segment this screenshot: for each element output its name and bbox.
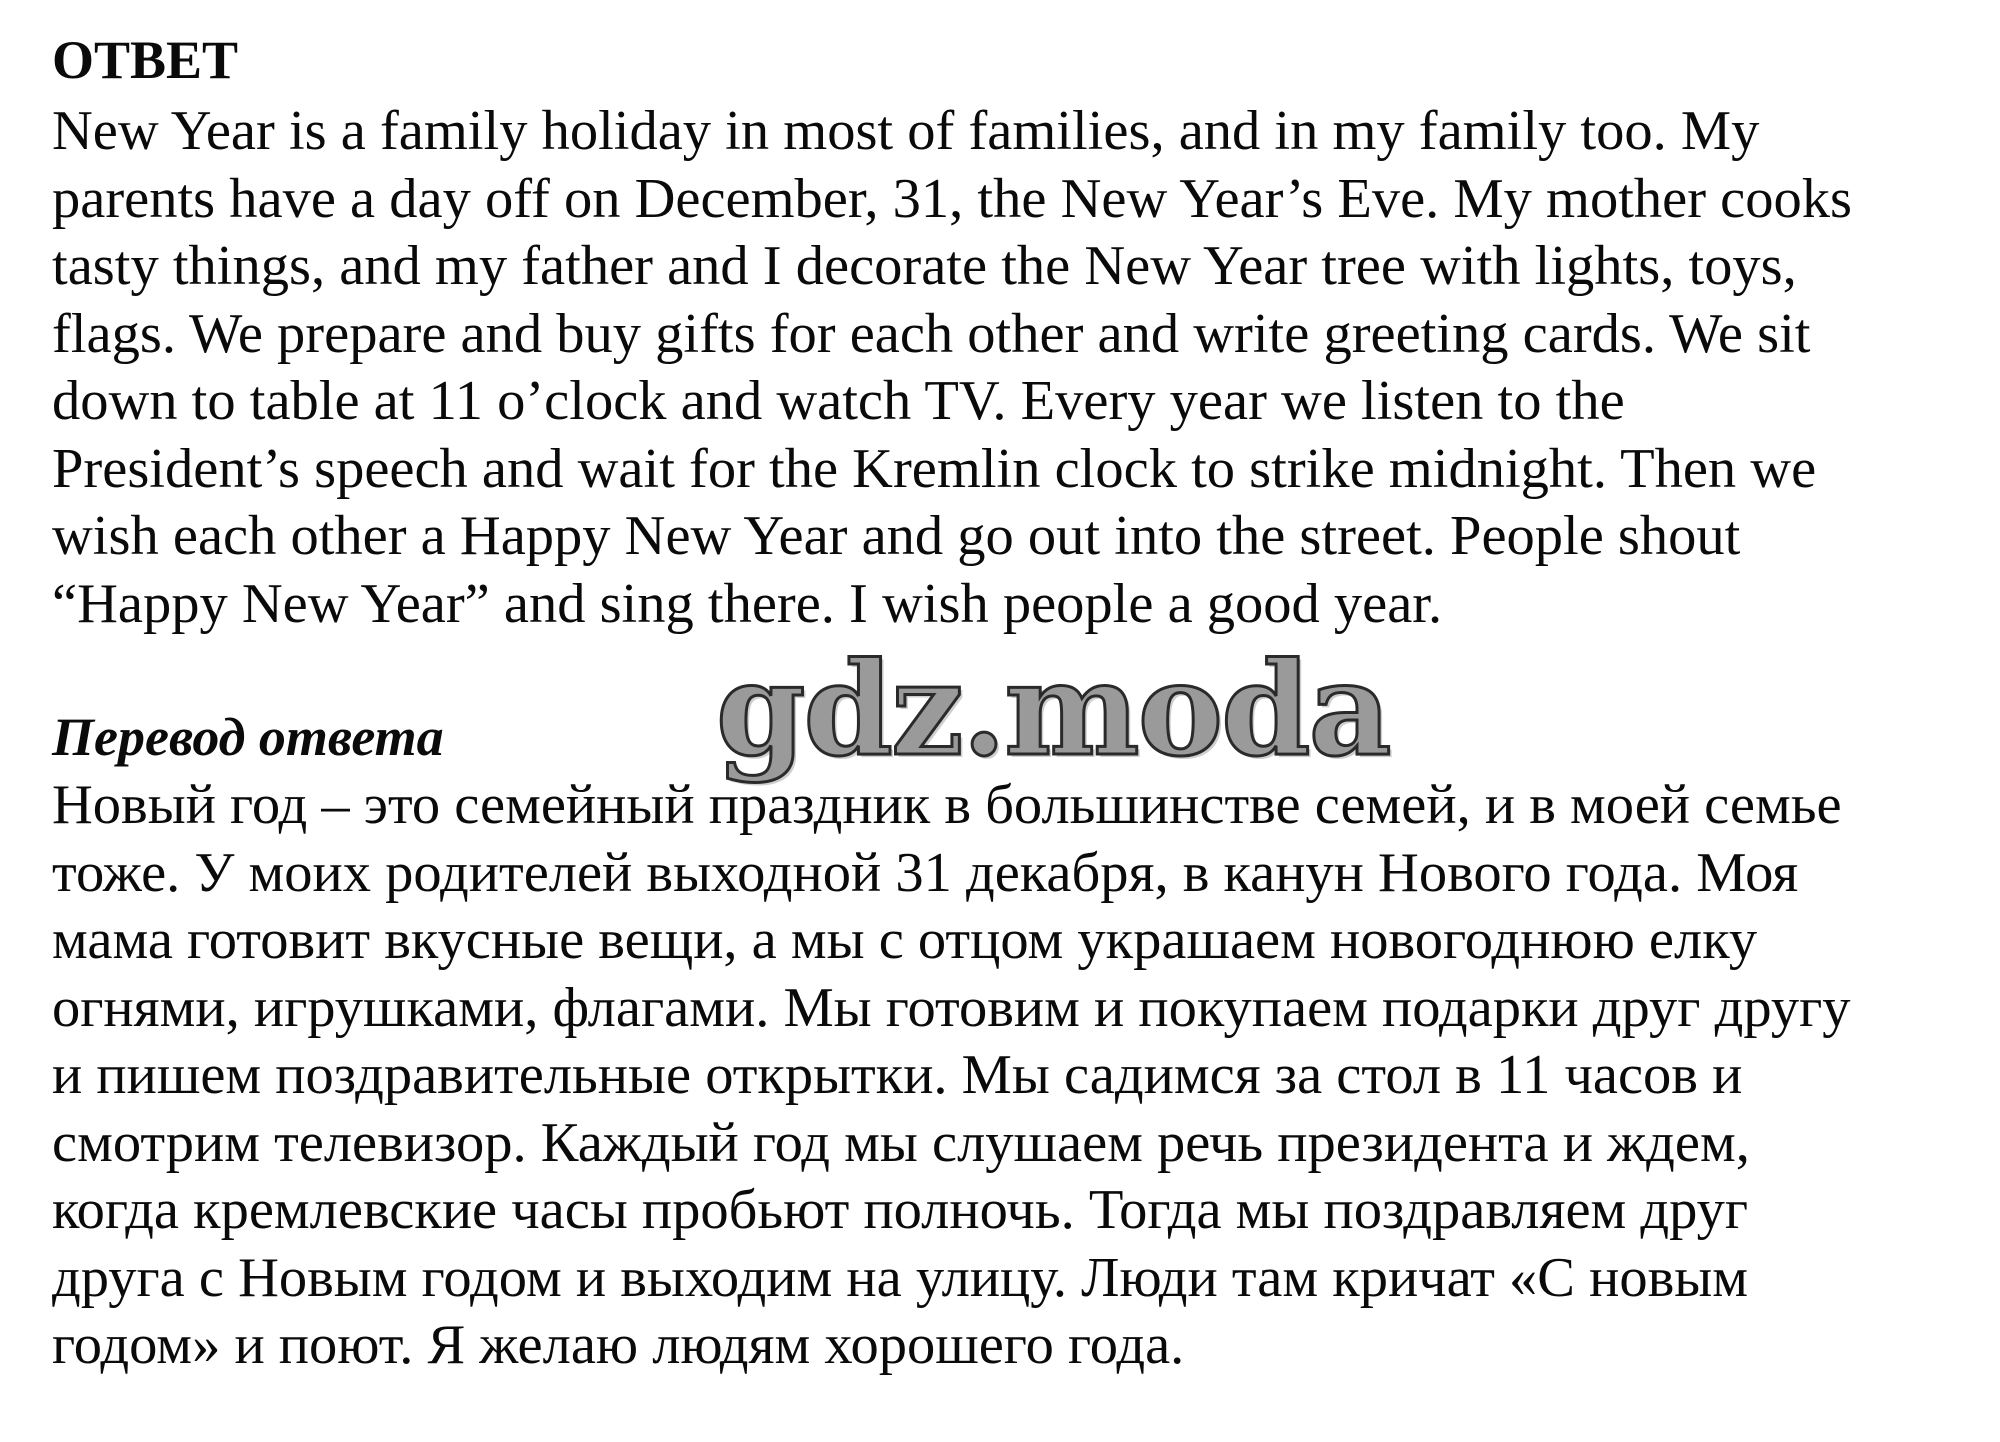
translation-heading: Перевод ответа [52, 707, 444, 767]
translation-line: Новый год – это семейный праздник в большинстве семей, и в моей семье [52, 774, 1842, 836]
translation-line: и пишем поздравительные открытки. Мы садимся за стол в 11 часов и [52, 1044, 1743, 1106]
translation-line: когда кремлевские часы пробьют полночь. Тогда мы поздравляем друг [52, 1179, 1749, 1241]
answer-line: New Year is a family holiday in most of families, and in my family too. My [52, 100, 1760, 162]
answer-line: parents have a day off on December, 31, the New Year’s Eve. My mother cooks [52, 167, 1852, 230]
answer-line: flags. We prepare and buy gifts for each other and write greeting cards. We sit [52, 302, 1811, 365]
translation-line: друга с Новым годом и выходим на улицу. Люди там кричат «С новым [52, 1246, 1748, 1309]
answer-line: President’s speech and wait for the Kremlin clock to strike midnight. Then we [52, 437, 1817, 500]
answer-paragraph [52, 98, 1852, 638]
answer-line: tasty things, and my father and I decorate the New Year tree with lights, toys, [52, 235, 1797, 297]
translation-line: мама готовит вкусные вещи, а мы с отцом украшаем новогоднюю елку [52, 909, 1758, 971]
translation-line: смотрим телевизор. Каждый год мы слушаем речь президента и ждем, [52, 1111, 1750, 1174]
answer-line: wish each other a Happy New Year and go out into the street. People shout [52, 505, 1741, 567]
translation-paragraph [52, 772, 1851, 1380]
translation-line: тоже. У моих родителей выходной 31 декабря, в канун Нового года. Моя [52, 841, 1799, 904]
translation-line: огнями, игрушками, флагами. Мы готовим и покупаем подарки друг другу [52, 976, 1851, 1039]
answer-heading: ОТВЕТ [52, 30, 239, 90]
answer-line: “Happy New Year” and sing there. I wish people a good year. [52, 572, 1443, 635]
answer-line: down to table at 11 o’clock and watch TV. Every year we listen to the [52, 370, 1625, 432]
watermark-logo: gdz.moda [716, 635, 1390, 785]
translation-line: годом» и поют. Я желаю людям хорошего года. [52, 1314, 1185, 1376]
